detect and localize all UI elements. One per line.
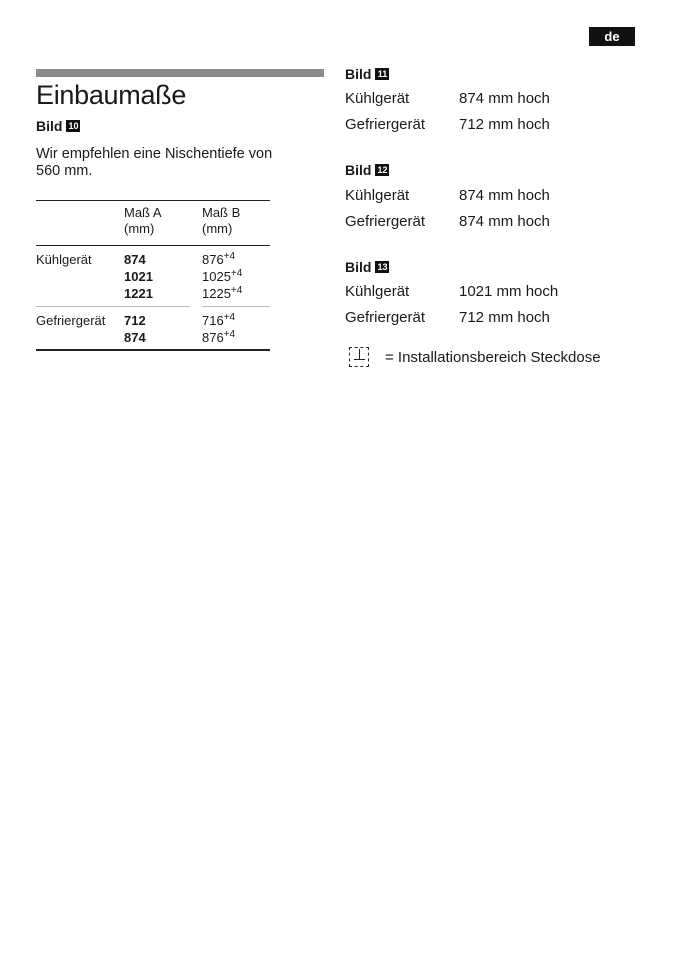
figure-block-11 — [345, 66, 550, 133]
socket-legend — [349, 347, 601, 367]
table-row — [36, 307, 270, 350]
header-mass-b: Maß B (mm) — [202, 205, 241, 236]
language-badge: de — [589, 27, 635, 46]
mass-a-values: 712 874 — [124, 313, 146, 345]
figure-number: 10 — [68, 121, 79, 131]
row-label-gefriergeraet: Gefriergerät — [36, 313, 106, 328]
legend-text: = Installationsbereich Steckdose — [385, 348, 601, 366]
table-header-row — [36, 201, 270, 246]
socket-area-icon — [349, 347, 369, 367]
title-rule — [36, 69, 324, 77]
mass-b-values: $716^{+4}$ $876^{+4}$ — [202, 312, 236, 345]
dimensions-table — [36, 200, 270, 351]
figure-number: 11 — [375, 68, 389, 80]
mass-b-values: $876^{+4}$ $1025^{+4}$ $1225^{+4}$ — [202, 251, 243, 301]
mass-a-values: 874 1021 1221 — [124, 252, 153, 301]
figure-ref-11: Bild 11 — [345, 66, 550, 82]
figure-ref-12: Bild 12 — [345, 162, 388, 178]
figure-ref-10 — [36, 118, 80, 134]
list-item: Gefriergerät 874 mm hoch — [345, 213, 550, 230]
table-row — [36, 246, 270, 307]
figure-label: Bild — [36, 118, 63, 134]
list-item: Gefriergerät 712 mm hoch — [345, 309, 550, 326]
intro-text: Wir empfehlen eine Nischentiefe von 560 mm. — [36, 146, 273, 179]
page-title: Einbaumaße — [36, 80, 187, 110]
figure-number: 12 — [377, 165, 388, 175]
list-item: Kühlgerät 874 mm hoch — [345, 187, 550, 204]
figure-block-13 — [345, 259, 558, 326]
figure-block-12 — [345, 162, 550, 230]
figure-ref-13: Bild 13 — [345, 259, 388, 275]
header-mass-a: Maß A (mm) — [124, 205, 162, 236]
list-item: Kühlgerät 874 mm hoch — [345, 90, 550, 107]
header-empty — [36, 201, 124, 246]
list-item: Kühlgerät 1021 mm hoch — [345, 283, 559, 300]
list-item: Gefriergerät 712 mm hoch — [345, 116, 550, 133]
row-label-kuehlgeraet: Kühlgerät — [36, 252, 92, 267]
figure-number: 13 — [377, 262, 388, 272]
